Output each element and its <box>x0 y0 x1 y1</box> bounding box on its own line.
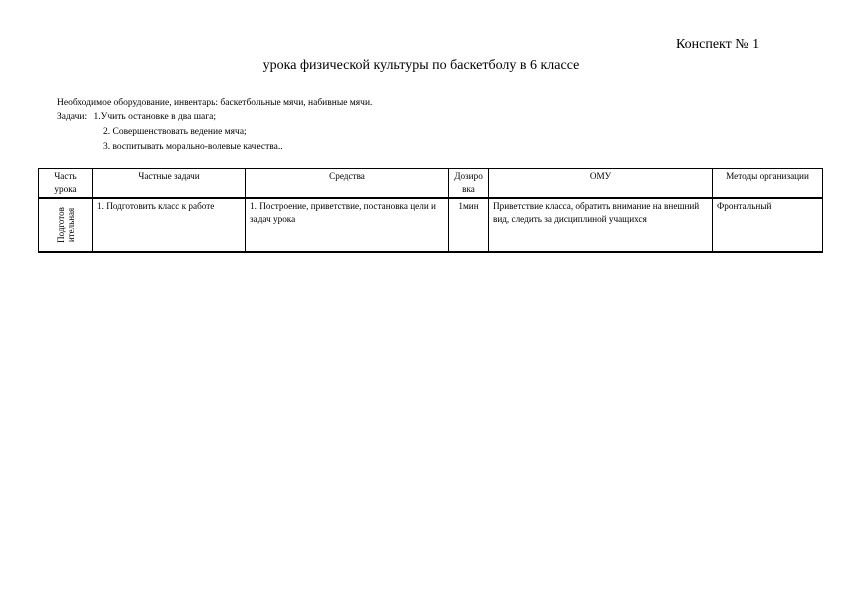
tasks-label: Задачи: <box>57 112 88 122</box>
part-line-1: Подготов <box>55 207 66 243</box>
header-part: Часть урока <box>39 169 93 199</box>
header-methods: Методы организации <box>713 169 823 199</box>
header-omu: ОМУ <box>489 169 713 199</box>
part-rotated-label <box>56 207 76 243</box>
header-dosage: Дозировка <box>449 169 489 199</box>
cell-tasks: 1. Подготовить класс к работе <box>93 198 246 252</box>
table-header-row <box>39 169 823 199</box>
header-means: Средства <box>246 169 449 199</box>
equipment-line: Необходимое оборудование, инвентарь: баскетбольные мячи, набивные мячи. <box>57 98 373 108</box>
tasks-line <box>57 112 216 122</box>
cell-dosage: 1мин <box>449 198 489 252</box>
cell-part <box>39 198 93 252</box>
table-row <box>39 198 823 252</box>
task-item-1: 1.Учить остановке в два шага; <box>93 112 217 122</box>
task-item-3: 3. воспитывать морально-волевые качества.. <box>103 142 283 152</box>
cell-methods: Фронтальный <box>713 198 823 252</box>
part-line-2: ительная <box>65 207 76 243</box>
lesson-plan-table <box>38 168 823 253</box>
task-item-2: 2. Совершенствовать ведение мяча; <box>103 127 247 137</box>
cell-omu: Приветствие класса, обратить внимание на внешний вид, следить за дисциплиной учащихся <box>489 198 713 252</box>
document-number: Конспект № 1 <box>676 37 760 52</box>
cell-means: 1. Построение, приветствие, постановка цели и задач урока <box>246 198 449 252</box>
document-title: урока физической культуры по баскетболу в 6 классе <box>262 58 580 73</box>
header-tasks: Частные задачи <box>93 169 246 199</box>
